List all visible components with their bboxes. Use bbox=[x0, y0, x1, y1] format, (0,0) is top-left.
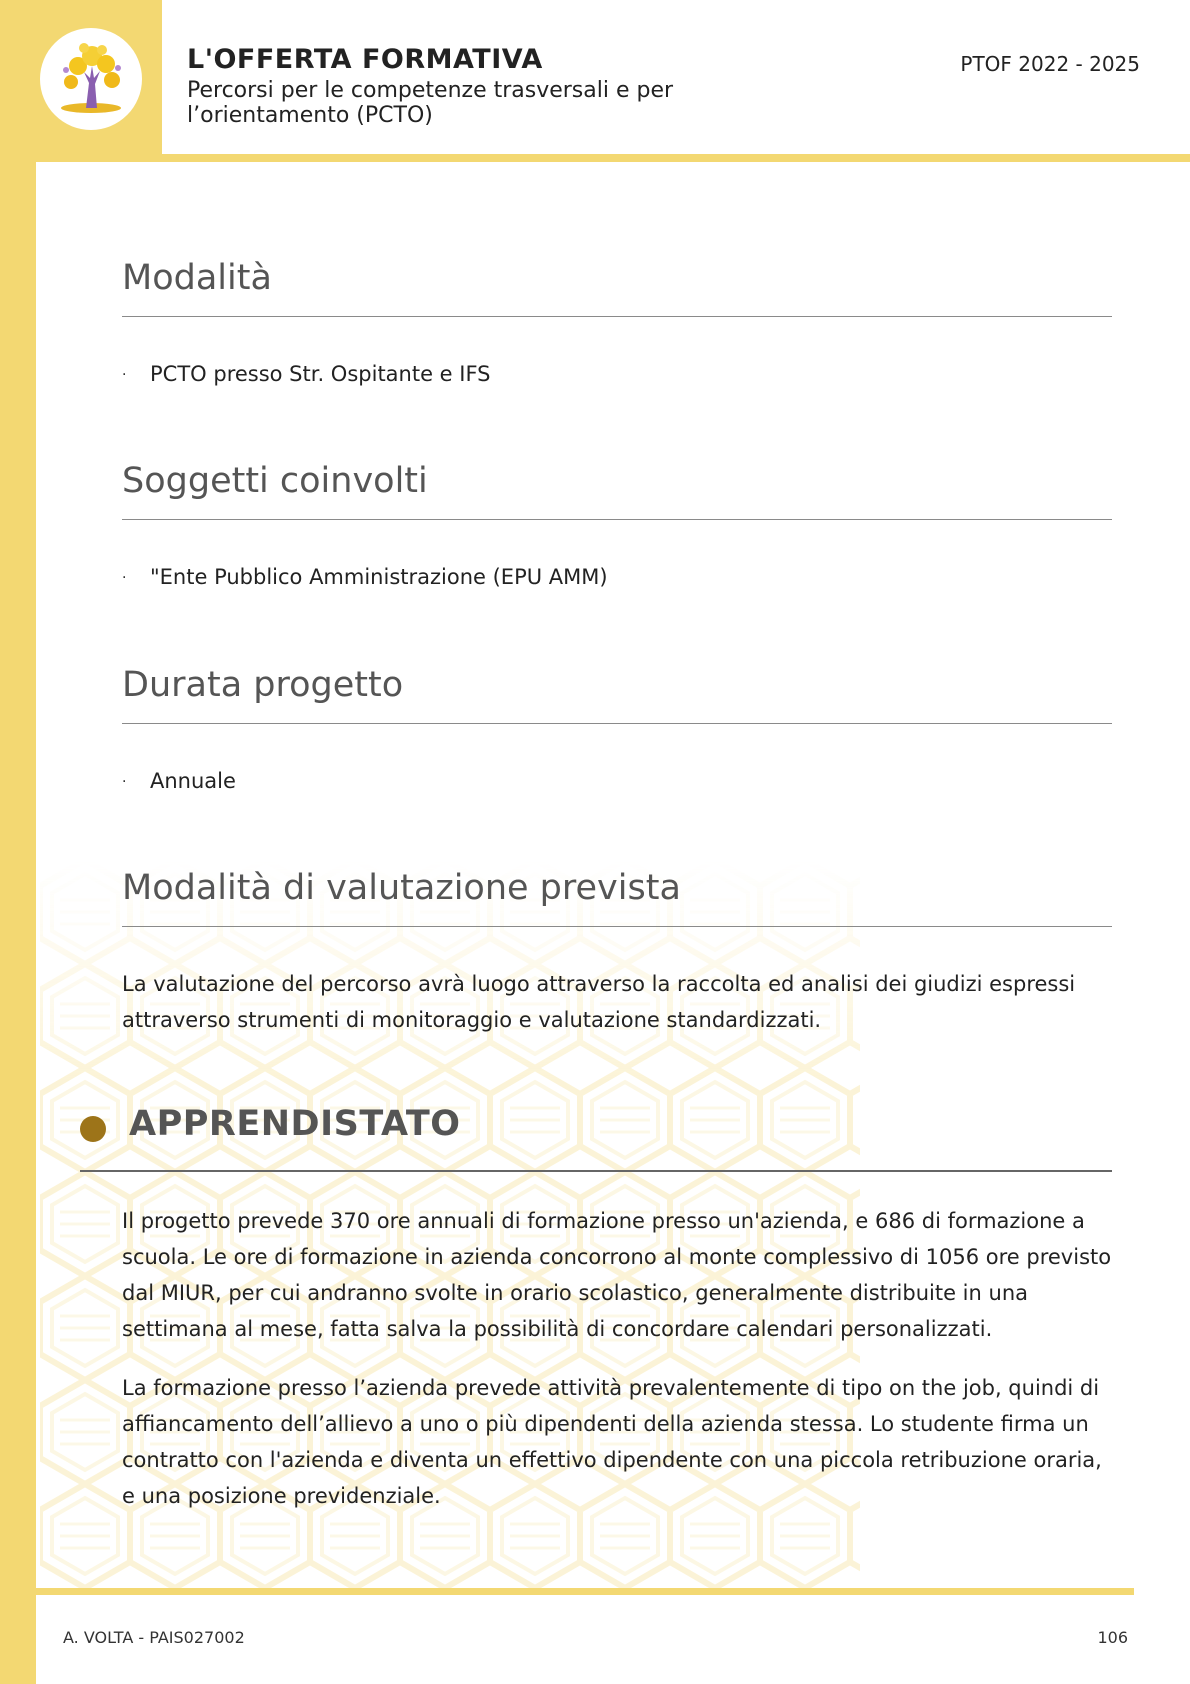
header-rule bbox=[36, 154, 1190, 162]
bullet-icon: · bbox=[122, 570, 127, 586]
footer-rule bbox=[36, 1588, 1134, 1595]
section-heading-durata: Durata progetto bbox=[122, 665, 1112, 724]
bullet-icon: · bbox=[122, 774, 127, 790]
apprendistato-title: APPRENDISTATO bbox=[129, 1104, 461, 1144]
section-heading-valutazione: Modalità di valutazione prevista bbox=[122, 868, 1112, 927]
valutazione-paragraph: La valutazione del percorso avrà luogo attraverso la raccolta ed analisi dei giudizi espressi attraverso strumenti di monitoraggio e valutazione standardizzati. bbox=[122, 972, 1076, 1032]
page-number: 106 bbox=[1097, 1628, 1128, 1647]
header-title: L'OFFERTA FORMATIVA bbox=[187, 44, 543, 75]
ptof-label: PTOF 2022 - 2025 bbox=[960, 52, 1140, 76]
logo-block bbox=[0, 0, 162, 156]
apprendistato-paragraph-2: La formazione presso l’azienda prevede attività prevalentemente di tipo on the job, quindi di affiancamento dell’allievo a uno o più dipendenti della azienda stessa. Lo studente firma un contratto con l'azienda e diventa un effettivo dipendente con una piccola retribuzione oraria, e una posizione previdenziale. bbox=[122, 1376, 1102, 1508]
header-subtitle: Percorsi per le competenze trasversali e per l’orientamento (PCTO) bbox=[187, 78, 674, 128]
left-accent-band bbox=[0, 0, 36, 1684]
section-heading-soggetti: Soggetti coinvolti bbox=[122, 461, 1112, 520]
section-heading-modalita: Modalità bbox=[122, 258, 1112, 317]
list-item-text: "Ente Pubblico Amministrazione (EPU AMM) bbox=[150, 565, 608, 589]
list-item bbox=[122, 769, 236, 793]
list-item-text: PCTO presso Str. Ospitante e IFS bbox=[150, 362, 491, 386]
footer-school: A. VOLTA - PAIS027002 bbox=[63, 1628, 245, 1647]
list-item-text: Annuale bbox=[150, 769, 236, 793]
apprendistato-paragraph-1: Il progetto prevede 370 ore annuali di formazione presso un'azienda, e 686 di formazione a scuola. Le ore di formazione in azienda concorrono al monte complessivo di 1056 ore previsto dal MIUR, per cui andranno svolte in orario scolastico, generalmente distribuite in una settimana al mese, fatta salva la possibilità di concordare calendari personalizzati. bbox=[122, 1209, 1112, 1341]
bullet-icon: · bbox=[122, 367, 127, 383]
tree-logo-icon bbox=[40, 28, 142, 130]
list-item bbox=[122, 565, 608, 589]
list-item bbox=[122, 362, 491, 386]
section-bullet-icon bbox=[80, 1116, 106, 1142]
apprendistato-rule bbox=[80, 1170, 1112, 1172]
